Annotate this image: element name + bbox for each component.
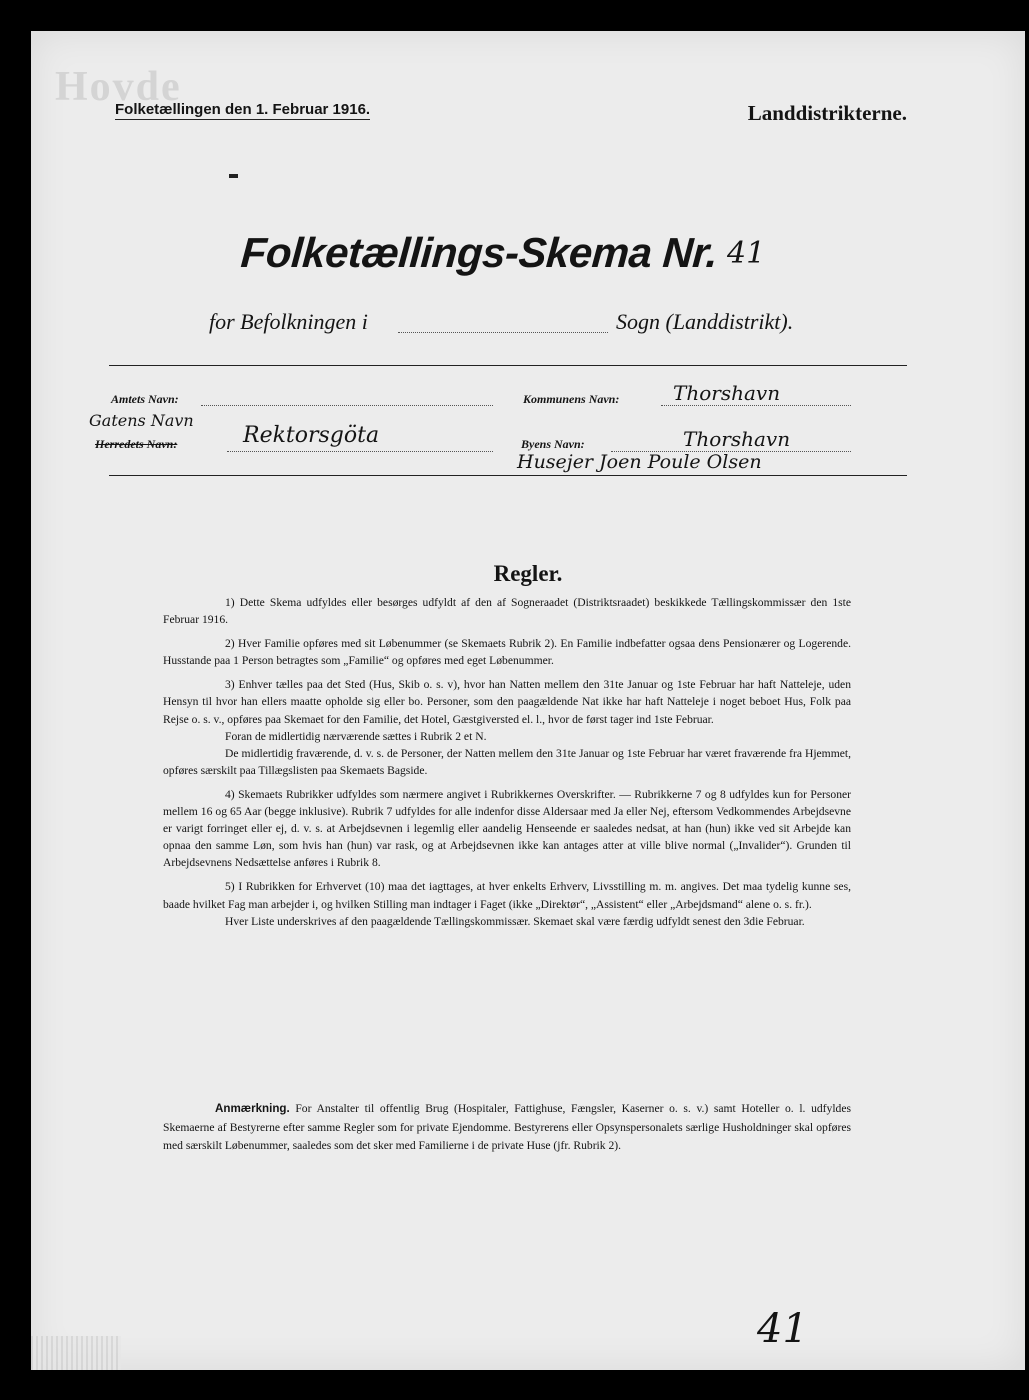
form-title: Folketællings-Skema Nr. — [239, 229, 720, 276]
house-owner-handwritten: Husejer Joen Poule Olsen — [517, 451, 762, 473]
county-line — [201, 405, 493, 406]
rules-title: Regler. — [493, 561, 563, 586]
rule-paragraph: 5) I Rubrikken for Erhvervet (10) maa det iagttages, at hver enkelts Erhverv, Livsstilling m. m. angives. Det maa tydelig kunne ses, baade hvilket Fag man arbejder i, og hvilken Stilling man indtager i Faget (ikke „Direktør“, „Assistent“ eller „Arbejdsmand“ alene o. s. fr.). — [163, 880, 851, 911]
rule-paragraph: Hver Liste underskrives af den paagældende Tællingskommissær. Skemaet skal være færdig udfyldt senest den 3die Februar. — [225, 914, 805, 928]
archive-stamp: Hovde — [55, 64, 182, 110]
municipality-value: Thorshavn — [673, 381, 781, 405]
form-number-handwritten: 41 — [727, 236, 766, 271]
divider-top — [109, 365, 907, 366]
rules-body — [163, 594, 851, 930]
ink-mark — [229, 174, 238, 178]
parish-blank-line — [398, 332, 608, 333]
census-form-page — [31, 31, 1025, 1370]
rule-paragraph: Foran de midlertidig nærværende sættes i Rubrik 2 et N. — [225, 729, 487, 743]
rule-paragraph: 4) Skemaets Rubrikker udfyldes som nærmere angivet i Rubrikkernes Overskrifter. — Rubrikkerne 7 og 8 udfyldes kun for Personer mellem 16 og 65 Aar (begge inklusive). Rubrik 7 udfyldes for alle indenfor disse Aldersaar med Ja eller Nej, eftersom Vedkommendes Arbejdsevne er varigt forringet eller ej, d. v. s. at Arbejdsevnen i legemlig eller aandelig Henseende er saaledes nedsat, at han (hun) ikke ved sit Arbejde kan opnaa den samme Løn, som hvis han (hun) var rask, og at Arbejdsevnen ikke kan antages atter at ville blive normal („Invalider“). Grunden til Arbejdsevnens Nedsættelse anføres i Rubrik 8. — [163, 787, 851, 870]
page-number-handwritten: 41 — [757, 1306, 808, 1352]
county-label: Amtets Navn: — [111, 392, 179, 406]
rule-paragraph: 2) Hver Familie opføres med sit Løbenummer (se Skemaets Rubrik 2). En Familie indbefatter ogsaa dens Pensionærer og Logerende. Husstande paa 1 Person betragtes som „Familie“ og opføres med eget Løbenummer. — [163, 637, 851, 668]
hundred-label-struck: Herredets Navn: — [95, 437, 178, 451]
subtitle-parish: Sogn (Landdistrikt). — [616, 309, 794, 334]
scan-edge-artifact — [31, 1336, 121, 1370]
district-type-header: Landdistrikterne. — [747, 101, 907, 125]
town-value: Thorshavn — [683, 427, 791, 451]
rule-paragraph: 1) Dette Skema udfyldes eller besørges udfyldt af den af Sogneraadet (Distriktsraadet) beskikkede Tællingskommissær den 1ste Februar 1916. — [163, 596, 851, 627]
rule-paragraph: 3) Enhver tælles paa det Sted (Hus, Skib o. s. v), hvor han Natten mellem den 31te Januar og 1ste Februar har haft Natteleje, uden Hensyn til hvor han ellers maatte opholde sig eller bo. Personer, som den paagældende Nat ikke har haft Natteleje i noget beboet Hus, Folk paa Rejse o. s. v., opføres paa Skemaet for den Familie, det Hotel, Gæstgiversted el. l., hvor de først tager ind 1ste Februar. — [163, 678, 851, 726]
municipality-line — [661, 405, 851, 406]
subtitle-population: for Befolkningen i — [209, 309, 368, 334]
remark-block — [163, 1100, 851, 1156]
divider-bottom — [109, 475, 907, 476]
rule-paragraph: De midlertidig fraværende, d. v. s. de Personer, der Natten mellem den 31te Januar og 1ste Februar har været fraværende fra Hjemmet, opføres særskilt paa Tillægslisten paa Skemaets Bagside. — [163, 746, 851, 777]
street-label-handwritten: Gatens Navn — [89, 411, 194, 430]
remark-label: Anmærkning. — [215, 1102, 290, 1115]
town-label: Byens Navn: — [521, 437, 585, 451]
census-date-header: Folketællingen den 1. Februar 1916. — [115, 101, 371, 118]
municipality-label: Kommunens Navn: — [523, 392, 620, 406]
street-line — [227, 451, 493, 452]
street-value: Rektorsgöta — [243, 423, 380, 448]
remark-text: For Anstalter til offentlig Brug (Hospitaler, Fattighuse, Fængsler, Kaserner o. s. v.) samt Hoteller o. l. udfyldes Skemaerne af Bestyrerne efter samme Regler som for private Ejendomme. Bestyrerens eller Opsynspersonalets særlige Husholdninger skal opføres med særskilt Løbenummer, saaledes som det sker med Familierne i de private Huse (jfr. Rubrik 2). — [163, 1102, 851, 1152]
remark-paragraph — [163, 1100, 851, 1156]
